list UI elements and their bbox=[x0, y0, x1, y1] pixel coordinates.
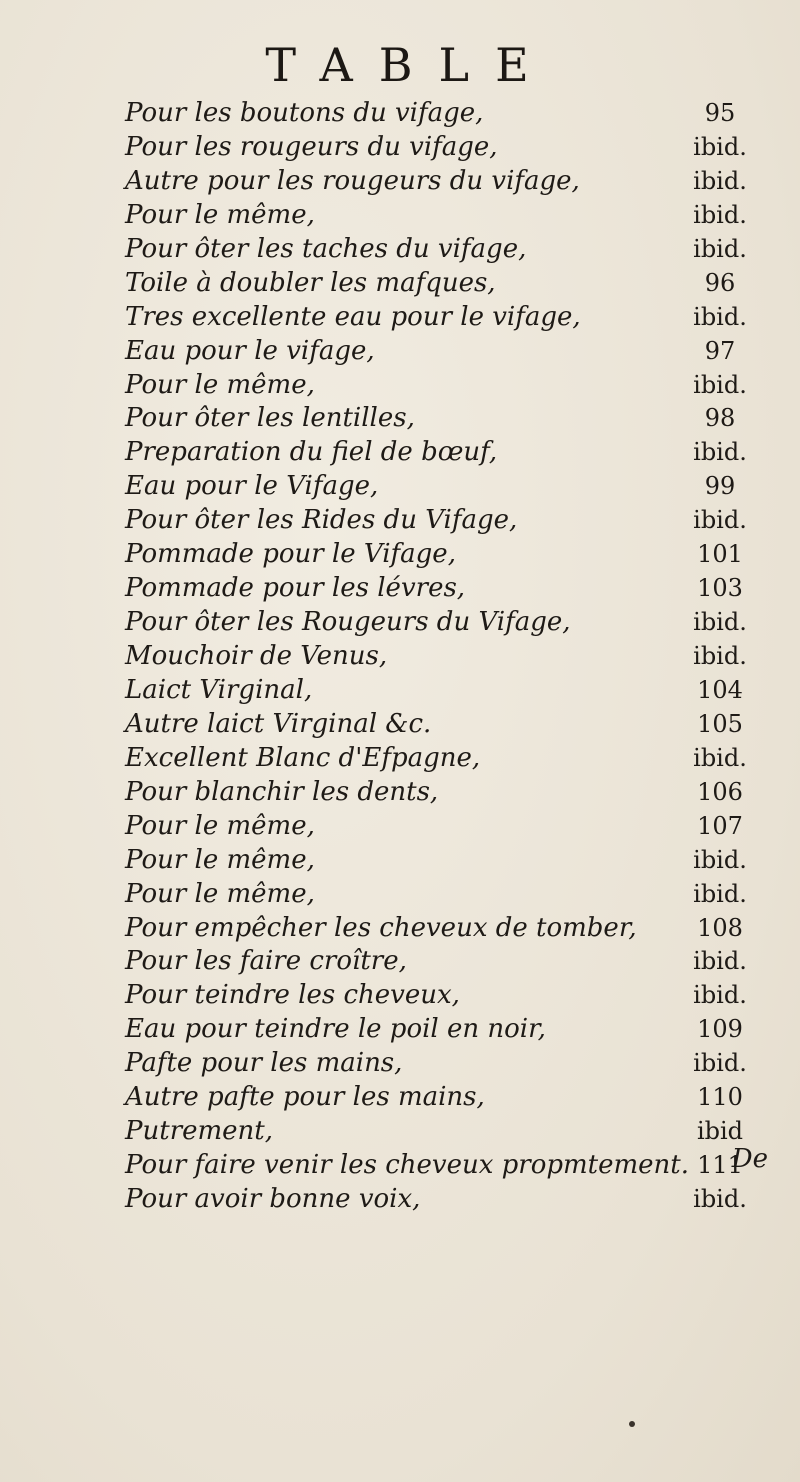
entry-title: Eau pour teindre le poil en noir, bbox=[125, 1014, 546, 1045]
entry-page: ibid. bbox=[693, 234, 747, 263]
entry-page: ibid. bbox=[693, 370, 747, 399]
table-row bbox=[125, 775, 775, 809]
entry-page: ibid bbox=[696, 1117, 744, 1146]
entry-page: 101 bbox=[697, 540, 743, 569]
entry-page: ibid. bbox=[693, 200, 747, 229]
entry-title: Autre pafte pour les mains, bbox=[125, 1082, 485, 1113]
entry-page: 107 bbox=[697, 811, 743, 840]
entry-title: Pour avoir bonne voix, bbox=[125, 1184, 421, 1214]
table-row bbox=[125, 571, 775, 605]
entry-title: Toile à doubler les mafques, bbox=[125, 267, 496, 298]
entry-title: Mouchoir de Venus, bbox=[125, 641, 388, 671]
entry-page: 99 bbox=[704, 472, 736, 501]
entry-title: Pour le même, bbox=[125, 810, 315, 841]
entry-title: Pour empêcher les cheveux de tomber, bbox=[125, 912, 637, 943]
entry-title: Laict Virginal, bbox=[125, 674, 313, 705]
table-row bbox=[125, 469, 775, 503]
entry-page: ibid. bbox=[693, 166, 747, 195]
entry-title: Excellent Blanc d'Efpagne, bbox=[125, 742, 481, 773]
entry-page: 109 bbox=[697, 1015, 743, 1044]
entry-page: ibid. bbox=[693, 642, 747, 670]
entry-title: Pour le même, bbox=[125, 844, 315, 875]
entry-page: 98 bbox=[704, 404, 736, 433]
entry-title: Pour blanchir les dents, bbox=[125, 776, 439, 807]
entry-page: 111 bbox=[697, 1151, 743, 1180]
table-row bbox=[125, 605, 775, 639]
entry-title: Pour les rougeurs du vifage, bbox=[125, 131, 498, 162]
table-row bbox=[125, 877, 775, 911]
entry-title: Pour le même, bbox=[125, 199, 315, 230]
entry-title: Autre pour les rougeurs du vifage, bbox=[125, 165, 580, 196]
entry-page: ibid. bbox=[693, 1185, 747, 1213]
entry-title: Pour le même, bbox=[125, 369, 315, 400]
entry-title: Pour faire venir les cheveux propmtement. bbox=[125, 1150, 689, 1181]
entry-page: 97 bbox=[704, 336, 736, 365]
table-row bbox=[125, 741, 775, 775]
table-row bbox=[125, 944, 775, 978]
table-row bbox=[125, 503, 775, 537]
table-row bbox=[125, 1012, 775, 1046]
entry-title: Pour ôter les taches du vifage, bbox=[125, 233, 527, 264]
table-row bbox=[125, 130, 775, 164]
entry-title: Pommade pour le Vifage, bbox=[125, 539, 456, 570]
entry-title: Tres excellente eau pour le vifage, bbox=[125, 301, 581, 332]
table-row bbox=[125, 1114, 775, 1148]
table-row bbox=[125, 843, 775, 877]
entry-title: Pafte pour les mains, bbox=[125, 1048, 403, 1079]
entry-page: 104 bbox=[697, 675, 743, 704]
table-row bbox=[125, 435, 775, 469]
table-of-contents bbox=[125, 96, 775, 1216]
entry-title: Eau pour le vifage, bbox=[125, 335, 375, 366]
table-row bbox=[125, 707, 775, 741]
table-row bbox=[125, 164, 775, 198]
entry-title: Pommade pour les lévres, bbox=[125, 573, 466, 604]
page-heading: TABLE bbox=[265, 38, 555, 92]
entry-title: Autre laict Virginal &c. bbox=[125, 708, 432, 739]
entry-page: ibid. bbox=[693, 506, 747, 535]
table-row bbox=[125, 911, 775, 945]
table-row bbox=[125, 1080, 775, 1114]
catchword: De bbox=[731, 1144, 768, 1174]
table-row bbox=[125, 300, 775, 334]
entry-title: Pour teindre les cheveux, bbox=[125, 980, 460, 1011]
entry-page: ibid. bbox=[693, 879, 747, 908]
table-row bbox=[125, 368, 775, 402]
table-row bbox=[125, 1182, 775, 1216]
entry-title: Eau pour le Vifage, bbox=[125, 471, 379, 502]
entry-page: ibid. bbox=[693, 132, 747, 161]
entry-page: ibid. bbox=[693, 947, 747, 976]
entry-page: ibid. bbox=[693, 845, 747, 874]
entry-title: Pour ôter les Rougeurs du Vifage, bbox=[125, 607, 571, 638]
table-row bbox=[125, 198, 775, 232]
ink-speck bbox=[629, 1421, 635, 1427]
entry-page: 105 bbox=[697, 709, 743, 738]
entry-title: Preparation du fiel de bœuf, bbox=[125, 437, 498, 468]
entry-title: Pour le même, bbox=[125, 878, 315, 909]
table-row bbox=[125, 673, 775, 707]
table-row bbox=[125, 978, 775, 1012]
table-row bbox=[125, 537, 775, 571]
entry-page: 96 bbox=[704, 268, 736, 297]
entry-title: Pour les boutons du vifage, bbox=[125, 98, 484, 128]
entry-title: Putrement, bbox=[125, 1116, 274, 1147]
entry-page: ibid. bbox=[693, 981, 747, 1010]
entry-title: Pour les faire croître, bbox=[125, 946, 407, 977]
entry-title: Pour ôter les lentilles, bbox=[125, 403, 415, 434]
table-row bbox=[125, 809, 775, 843]
table-row bbox=[125, 639, 775, 673]
entry-page: 103 bbox=[697, 574, 743, 603]
table-row bbox=[125, 232, 775, 266]
entry-page: ibid. bbox=[693, 743, 747, 772]
entry-page: 108 bbox=[697, 913, 743, 942]
entry-page: 95 bbox=[704, 99, 736, 127]
entry-title: Pour ôter les Rides du Vifage, bbox=[125, 505, 518, 536]
table-row bbox=[125, 334, 775, 368]
entry-page: ibid. bbox=[693, 1049, 747, 1078]
entry-page: ibid. bbox=[693, 608, 747, 637]
table-row bbox=[125, 266, 775, 300]
table-row bbox=[125, 96, 775, 130]
entry-page: 110 bbox=[697, 1083, 743, 1112]
entry-page: ibid. bbox=[693, 302, 747, 331]
entry-page: ibid. bbox=[693, 438, 747, 467]
table-row bbox=[125, 1046, 775, 1080]
table-row bbox=[125, 401, 775, 435]
entry-page: 106 bbox=[697, 777, 743, 806]
table-row bbox=[125, 1148, 775, 1182]
